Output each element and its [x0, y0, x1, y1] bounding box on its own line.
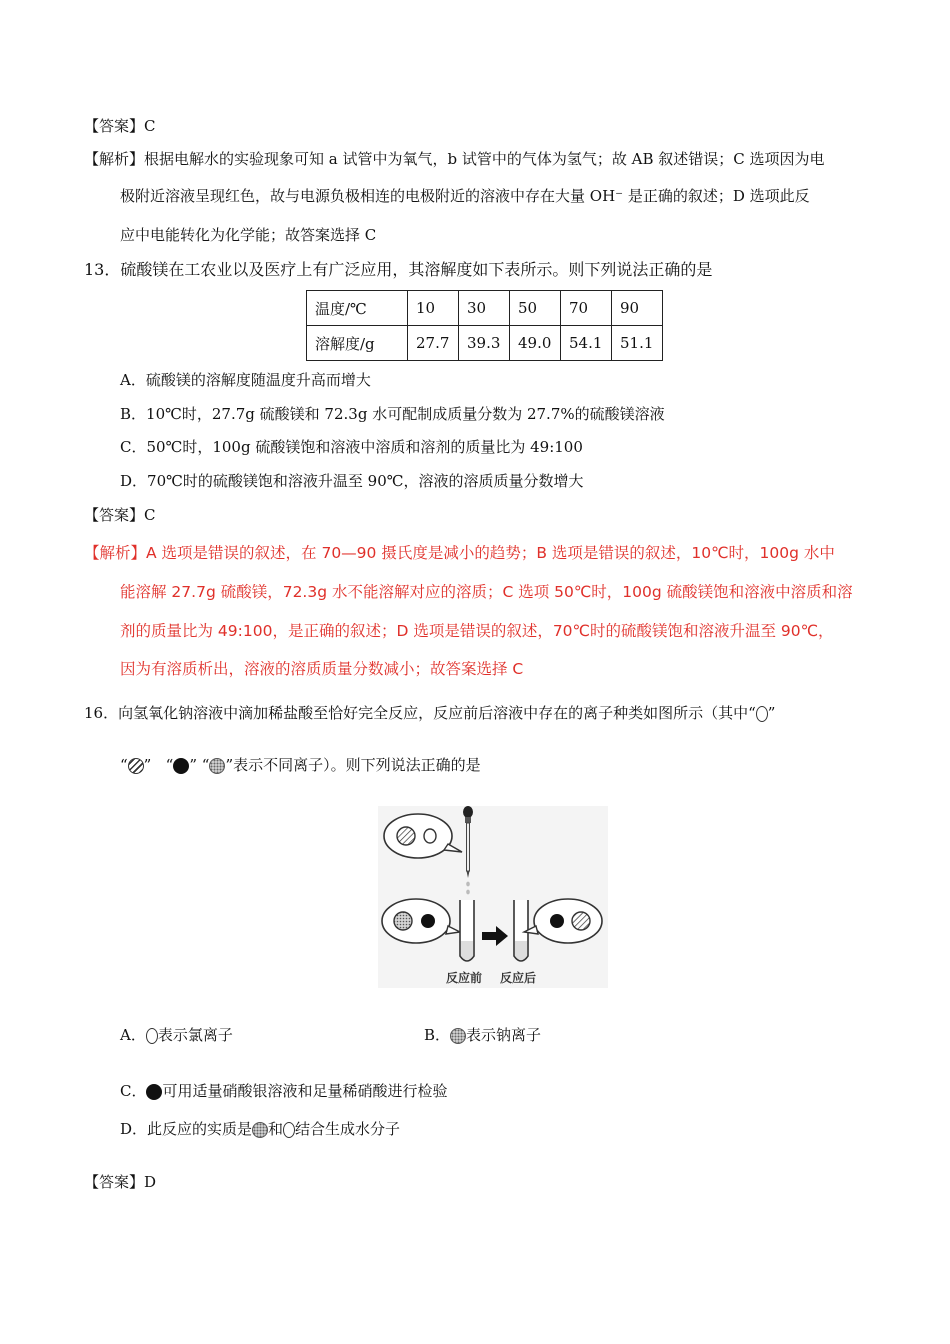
solubility-table [306, 290, 663, 361]
table-cell: 10 [408, 291, 459, 326]
dotted-ion-icon [209, 758, 225, 774]
q13-option-a: A．硫酸镁的溶解度随温度升高而增大 [120, 371, 371, 389]
label-after: 反应后 [500, 971, 537, 985]
q16-answer: 【答案】D [84, 1173, 157, 1191]
table-cell: 39.3 [459, 326, 510, 361]
q13-analysis-line-2: 能溶解 27.7g 硫酸镁，72.3g 水不能溶解对应的溶质；C 选项 50℃时，100g 硫酸镁饱和溶液中溶质和溶 [120, 583, 853, 601]
table-cell: 70 [561, 291, 612, 326]
dotted-ion-icon [252, 1122, 268, 1138]
open-ion-icon [283, 1122, 295, 1138]
table-cell: 54.1 [561, 326, 612, 361]
solid-ion-icon [173, 758, 189, 774]
q13-option-b: B．10℃时，27.7g 硫酸镁和 72.3g 水可配制成质量分数为 27.7%的硫酸镁溶液 [120, 405, 665, 423]
q13-option-c: C．50℃时，100g 硫酸镁饱和溶液中溶质和溶剂的质量比为 49:100 [120, 438, 583, 456]
table-cell: 50 [510, 291, 561, 326]
open-ion-icon [756, 706, 768, 722]
dotted-ion-icon [394, 912, 412, 930]
table-cell: 90 [612, 291, 663, 326]
q13-analysis-line-3: 剂的质量比为 49:100，是正确的叙述；D 选项是错误的叙述，70℃时的硫酸镁饱和溶液升温至 90℃， [120, 622, 834, 640]
q16-stem-line-1: 16．向氢氧化钠溶液中滴加稀盐酸至恰好完全反应，反应前后溶液中存在的离子种类如图所示（其中“ ” [84, 704, 776, 722]
solid-ion-icon [421, 914, 435, 928]
q13-stem: 13．硫酸镁在工农业以及医疗上有广泛应用，其溶解度如下表所示。则下列说法正确的是 [84, 260, 713, 279]
q13-answer: 【答案】C [84, 506, 156, 524]
q12-analysis-tag: 【解析】 [84, 150, 145, 168]
table-cell: 27.7 [408, 326, 459, 361]
test-tube-before [460, 900, 474, 961]
q16-option-d: D．此反应的实质是 和 结合生成水分子 [120, 1120, 401, 1138]
table-row [307, 291, 663, 326]
table-cell: 49.0 [510, 326, 561, 361]
q13-analysis-line-4: 因为有溶质析出，溶液的溶质质量分数减小；故答案选择 C [120, 660, 524, 678]
table-cell: 51.1 [612, 326, 663, 361]
q16-option-b: B． 表示钠离子 [424, 1026, 542, 1044]
q12-analysis-line-2: 极附近溶液呈现红色，故与电源负极相连的电极附近的溶液中存在大量 OH⁻ 是正确的叙述；D 选项此反 [120, 187, 810, 205]
dotted-ion-icon [450, 1028, 466, 1044]
table-cell: 温度/℃ [307, 291, 408, 326]
hatched-ion-icon [397, 827, 415, 845]
table-cell: 30 [459, 291, 510, 326]
q13-option-d: D．70℃时的硫酸镁饱和溶液升温至 90℃，溶液的溶质质量分数增大 [120, 472, 584, 490]
label-before: 反应前 [446, 971, 483, 985]
table-row [307, 326, 663, 361]
reaction-figure [378, 806, 608, 988]
hatched-ion-icon [128, 758, 144, 774]
open-ion-icon [146, 1028, 158, 1044]
q12-analysis-line-1: 【解析】根据电解水的实验现象可知 a 试管中为氧气，b 试管中的气体为氢气；故 AB 叙述错误；C 选项因为电 [84, 150, 825, 168]
q13-analysis-line-1: 【解析】A 选项是错误的叙述，在 70—90 摄氏度是减小的趋势；B 选项是错误的叙述，10℃时，100g 水中 [84, 544, 835, 562]
open-ion-icon [424, 829, 436, 843]
q16-option-a: A． 表示氯离子 [120, 1026, 233, 1044]
solid-ion-icon [550, 914, 564, 928]
q12-analysis-line-3: 应中电能转化为化学能；故答案选择 C [120, 226, 377, 244]
q16-stem-line-2: “ ” “ ” “ ”表示不同离子）。则下列说法正确的是 [120, 756, 481, 774]
q16-option-c: C． 可用适量硝酸银溶液和足量稀硝酸进行检验 [120, 1082, 448, 1100]
solid-ion-icon [146, 1084, 162, 1100]
table-cell: 溶解度/g [307, 326, 408, 361]
q12-answer: 【答案】C [84, 117, 156, 135]
hatched-ion-icon [572, 912, 590, 930]
